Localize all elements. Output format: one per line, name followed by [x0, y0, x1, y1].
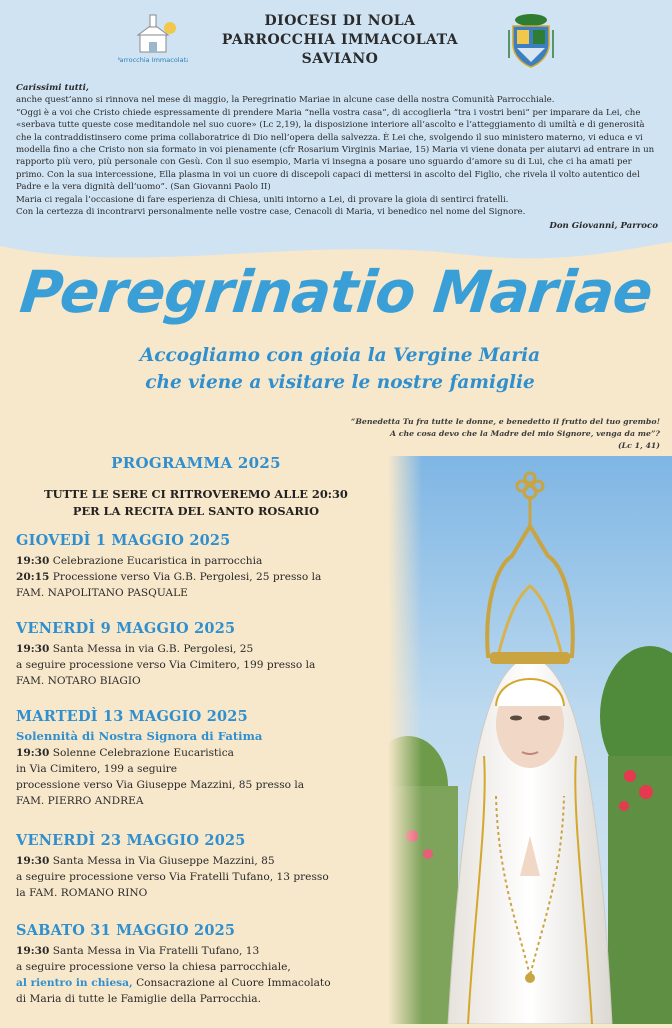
- day-line-text: a seguire processione verso la chiesa parrocchiale,: [16, 961, 291, 973]
- program-note-line: PER LA RECITA DEL SANTO ROSARIO: [72, 504, 320, 518]
- day-line-text: a seguire processione verso Via Cimitero, 199 presso la: [16, 659, 316, 671]
- page-subtitle: [120, 342, 560, 396]
- day-line: [16, 585, 386, 601]
- day-line-text: Santa Messa in via G.B. Pergolesi, 25: [49, 643, 254, 655]
- bishop-coat-of-arms-icon: [505, 10, 557, 70]
- program-day: [16, 620, 386, 689]
- day-line: [16, 553, 386, 569]
- day-heading: GIOVEDÌ 1 MAGGIO 2025: [16, 532, 231, 549]
- letter-greeting: Carissimi tutti,: [16, 83, 89, 93]
- day-line-highlight: al rientro in chiesa,: [16, 977, 133, 989]
- letter-paragraph: Maria ci regala l’occasione di fare esperienza di Chiesa, uniti intorno a Lei, di provare la gioia di sentirci fratelli.: [16, 194, 509, 205]
- pastor-letter: [16, 82, 658, 233]
- day-line: [16, 777, 386, 793]
- day-line-text: la FAM. ROMANO RINO: [16, 887, 148, 899]
- day-heading: MARTEDÌ 13 MAGGIO 2025: [16, 708, 248, 725]
- program-day: [16, 708, 386, 809]
- parish-logo-text: Parrocchia Immacolata: [118, 56, 188, 64]
- madonna-statue-photo: [388, 456, 672, 1024]
- program-note-line: TUTTE LE SERE CI RITROVEREMO ALLE 20:30: [44, 487, 348, 501]
- letter-paragraph: Con la certezza di incontrarvi personalmente nelle vostre case, Cenacoli di Maria, vi benedico nel nome del Signore.: [16, 207, 526, 218]
- program-day: [16, 832, 386, 901]
- day-line: [16, 673, 386, 689]
- day-line-time: 19:30: [16, 945, 50, 957]
- day-line: [16, 975, 386, 991]
- day-line: [16, 959, 386, 975]
- day-line-text: in Via Cimitero, 199 a seguire: [16, 763, 178, 775]
- day-line-text: FAM. NAPOLITANO PASQUALE: [16, 587, 188, 599]
- day-line-text: Processione verso Via G.B. Pergolesi, 25 presso la: [49, 571, 322, 583]
- program-note: [16, 486, 376, 520]
- subtitle-line: Accogliamo con gioia la Vergine Maria: [139, 345, 541, 366]
- quote-line: “Benedetta Tu fra tutte le donne, e benedetto il frutto del tuo grembo!: [350, 417, 660, 426]
- quote-reference: (Lc 1, 41): [617, 441, 660, 450]
- day-line: [16, 569, 386, 585]
- day-solemnity: Solennità di Nostra Signora di Fatima: [16, 729, 263, 743]
- day-line: [16, 793, 386, 809]
- day-line: [16, 641, 386, 657]
- day-line: [16, 761, 386, 777]
- program-day: [16, 922, 386, 1007]
- page-title: Peregrinatio Mariae: [16, 258, 656, 326]
- day-line: [16, 869, 386, 885]
- day-line-time: 19:30: [16, 747, 50, 759]
- day-heading: VENERDÌ 9 MAGGIO 2025: [16, 620, 236, 637]
- day-line-time: 19:30: [16, 555, 50, 567]
- day-line: [16, 885, 386, 901]
- day-line-text: FAM. PIERRO ANDREA: [16, 795, 144, 807]
- day-line-text: Santa Messa in Via Fratelli Tufano, 13: [49, 945, 260, 957]
- day-line-time: 20:15: [16, 571, 50, 583]
- letter-signature: Don Giovanni, Parroco: [549, 221, 658, 232]
- day-heading: VENERDÌ 23 MAGGIO 2025: [16, 832, 246, 849]
- gospel-quote: [330, 416, 660, 452]
- letter-paragraph: “Oggi è a voi che Cristo chiede espressamente di prendere Maria “nella vostra casa”, di accoglierla “tra i vostri beni” per imparare da Lei, che «serbava tutte queste cose meditandole nel suo cuore» (Lc 2,19), la disposizione interiore all’ascolto e l’atteggiamento di umiltà e di generosità che la contraddistinsero come prima collaboratrice di Dio nell’opera della salvezza. È Lei che, svolgendo il suo ministero materno, vi educa e vi modella fino a che Cristo non sia formato in voi pienamente (cfr Rosarium Virginis Mariae, 15) Maria vi viene donata per aiutarvi ad entrare in un rapporto più vero, più personale con Gesù. Con il suo esempio, Maria vi insegna a posare uno sguardo d’amore su di Lui, che ci ha amati per primo. Con la sua intercessione, Ella plasma in voi un cuore di discepoli capaci di mettersi in ascolto del Figlio, che rivela il volto autentico del Padre e la vera dignità dell’uomo”. (San Giovanni Paolo II): [16, 107, 655, 193]
- letter-paragraph: anche quest’anno si rinnova nel mese di maggio, la Peregrinatio Mariae in alcune case della nostra Comunità Parrocchiale.: [16, 95, 555, 106]
- program-title: PROGRAMMA 2025: [111, 454, 281, 472]
- header-line-diocese: DIOCESI DI NOLA: [264, 13, 416, 29]
- day-line-time: 19:30: [16, 643, 50, 655]
- day-line-text: FAM. NOTARO BIAGIO: [16, 675, 141, 687]
- parish-logo: [118, 12, 188, 72]
- diocese-header: [200, 12, 480, 69]
- day-line-text: di Maria di tutte le Famiglie della Parrocchia.: [16, 993, 261, 1005]
- day-line: [16, 853, 386, 869]
- quote-line: A che cosa devo che la Madre del mio Signore, venga da me”?: [389, 429, 660, 438]
- header-line-parish: PARROCCHIA IMMACOLATA: [221, 32, 459, 48]
- header-line-town: SAVIANO: [301, 51, 379, 67]
- day-line-text: Consacrazione al Cuore Immacolato: [132, 977, 331, 989]
- day-line: [16, 991, 386, 1007]
- day-line-text: processione verso Via Giuseppe Mazzini, 85 presso la: [16, 779, 305, 791]
- program-day: [16, 532, 386, 601]
- day-line: [16, 943, 386, 959]
- day-line: [16, 657, 386, 673]
- day-line-text: Solenne Celebrazione Eucaristica: [49, 747, 234, 759]
- day-line-time: 19:30: [16, 855, 50, 867]
- day-line: [16, 745, 386, 761]
- day-line-text: Santa Messa in Via Giuseppe Mazzini, 85: [49, 855, 275, 867]
- day-heading: SABATO 31 MAGGIO 2025: [16, 922, 236, 939]
- day-line-text: a seguire processione verso Via Fratelli Tufano, 13 presso: [16, 871, 329, 883]
- subtitle-line: che viene a visitare le nostre famiglie: [145, 372, 535, 393]
- day-line-text: Celebrazione Eucaristica in parrocchia: [49, 555, 263, 567]
